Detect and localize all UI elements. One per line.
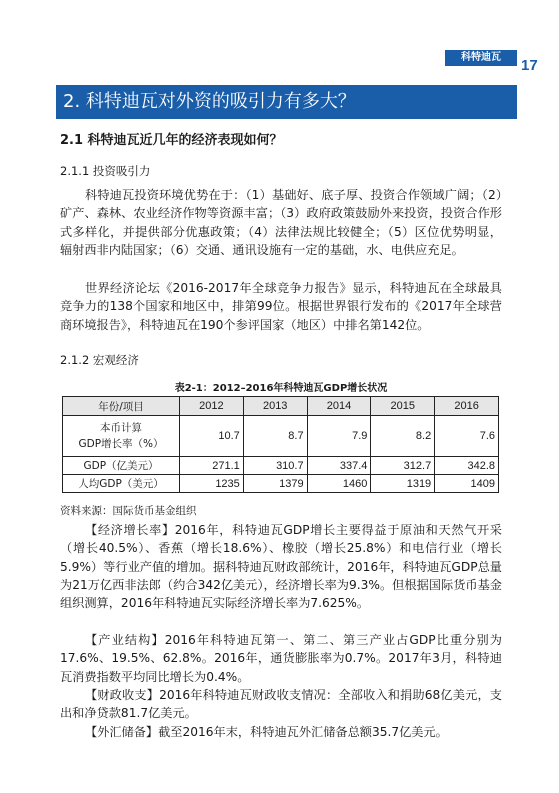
table-year-cell: 2012 (180, 397, 244, 416)
table-row (63, 475, 499, 493)
investment-paragraph-1: 科特迪瓦投资环境优势在于：（1）基础好、底子厚、投资合作领域广阔；（2）矿产、森林、农业经济作物等资源丰富；（3）政府政策鼓励外来投资，投资合作形式多样化，并提供部分优惠政策；（4）法律法规比较健全；（5）区位优势明显，辐射西非内陆国家；（6）交通、通讯设施有一定的基础，水、电供应充足。 (60, 188, 502, 257)
forex-paragraph (60, 723, 502, 741)
fiscal-mark: 【财政收支】 (85, 688, 160, 702)
gdp-table (62, 396, 499, 493)
table-cell: 7.9 (307, 416, 371, 457)
subsection-title: 2.1 科特迪瓦近几年的经济表现如何？ (60, 133, 283, 148)
table-cell: 1319 (371, 475, 435, 493)
table-cell: 10.7 (180, 416, 244, 457)
growth-text: 2016年，科特迪瓦GDP增长主要得益于原油和天然气开采（增长40.5%）、香蕉（增长18.6%）、橡胶（增长25.8%）和电信行业（增长5.9%）等行业产值的增加。据科特迪瓦财政部统计，2016年，科特迪瓦GDP总量为21万亿西非法郎（约合342亿美元），经济增长率为9.3%。但根据国际货币基金组织测算，2016年科特迪瓦实际经济增长率为7.625%。 (60, 523, 502, 611)
table-header-label: 年份/项目 (63, 397, 180, 416)
growth-mark: 【经济增长率】 (85, 523, 175, 537)
table-year-cell: 2014 (307, 397, 371, 416)
structure-mark: 【产业结构】 (85, 633, 165, 647)
table-cell: 8.2 (371, 416, 435, 457)
table-cell: 8.7 (243, 416, 307, 457)
structure-text: 2016年科特迪瓦第一、第二、第三产业占GDP比重分别为17.6%、19.5%、62.8%。2016年，通货膨胀率为0.7%。2017年3月，科特迪瓦消费指数平均同比增长为0.4%。 (60, 633, 502, 684)
table-cell: 337.4 (307, 457, 371, 475)
investment-heading: 2.1.1 投资吸引力 (60, 164, 151, 178)
table-header-row (63, 397, 499, 416)
table-cell: 271.1 (180, 457, 244, 475)
table-cell: 1379 (243, 475, 307, 493)
table-cell: 1235 (180, 475, 244, 493)
fiscal-paragraph (60, 686, 502, 723)
page-number: 17 (521, 57, 538, 74)
table-cell: 7.6 (435, 416, 499, 457)
table-cell: 310.7 (243, 457, 307, 475)
table-source: 资料来源：国际货币基金组织 (60, 505, 197, 517)
table-row (63, 457, 499, 475)
investment-paragraph-2: 世界经济论坛《2016-2017年全球竞争力报告》显示，科特迪瓦在全球最具竞争力的138个国家和地区中，排第99位。根据世界银行发布的《2017年全球营商环境报告》，科特迪瓦在190个参评国家（地区）中排名第142位。 (60, 281, 502, 332)
fiscal-text: 2016年科特迪瓦财政收支情况：全部收入和捐助68亿美元，支出和净贷款81.7亿美元。 (60, 688, 502, 721)
macro-heading: 2.1.2 宏观经济 (60, 353, 139, 367)
table-year-cell: 2016 (435, 397, 499, 416)
table-row-label: 本币计算 GDP增长率（%） (63, 416, 180, 457)
forex-mark: 【外汇储备】 (85, 725, 159, 739)
table-cell: 1409 (435, 475, 499, 493)
table-row (63, 416, 499, 457)
table-row-label: 人均GDP（美元） (63, 475, 180, 493)
table-year-cell: 2013 (243, 397, 307, 416)
structure-paragraph (60, 631, 502, 686)
table-cell: 342.8 (435, 457, 499, 475)
section-title: 2. 科特迪瓦对外资的吸引力有多大？ (63, 91, 356, 112)
table-cell: 312.7 (371, 457, 435, 475)
table-row-label: GDP（亿美元） (63, 457, 180, 475)
growth-paragraph (60, 521, 502, 612)
table-caption: 表2-1：2012–2016年科特迪瓦GDP增长状况 (174, 383, 388, 394)
table-year-cell: 2015 (371, 397, 435, 416)
table-cell: 1460 (307, 475, 371, 493)
forex-text: 截至2016年末，科特迪瓦外汇储备总额35.7亿美元。 (158, 725, 448, 739)
header-country-tab: 科特迪瓦 (445, 50, 517, 66)
